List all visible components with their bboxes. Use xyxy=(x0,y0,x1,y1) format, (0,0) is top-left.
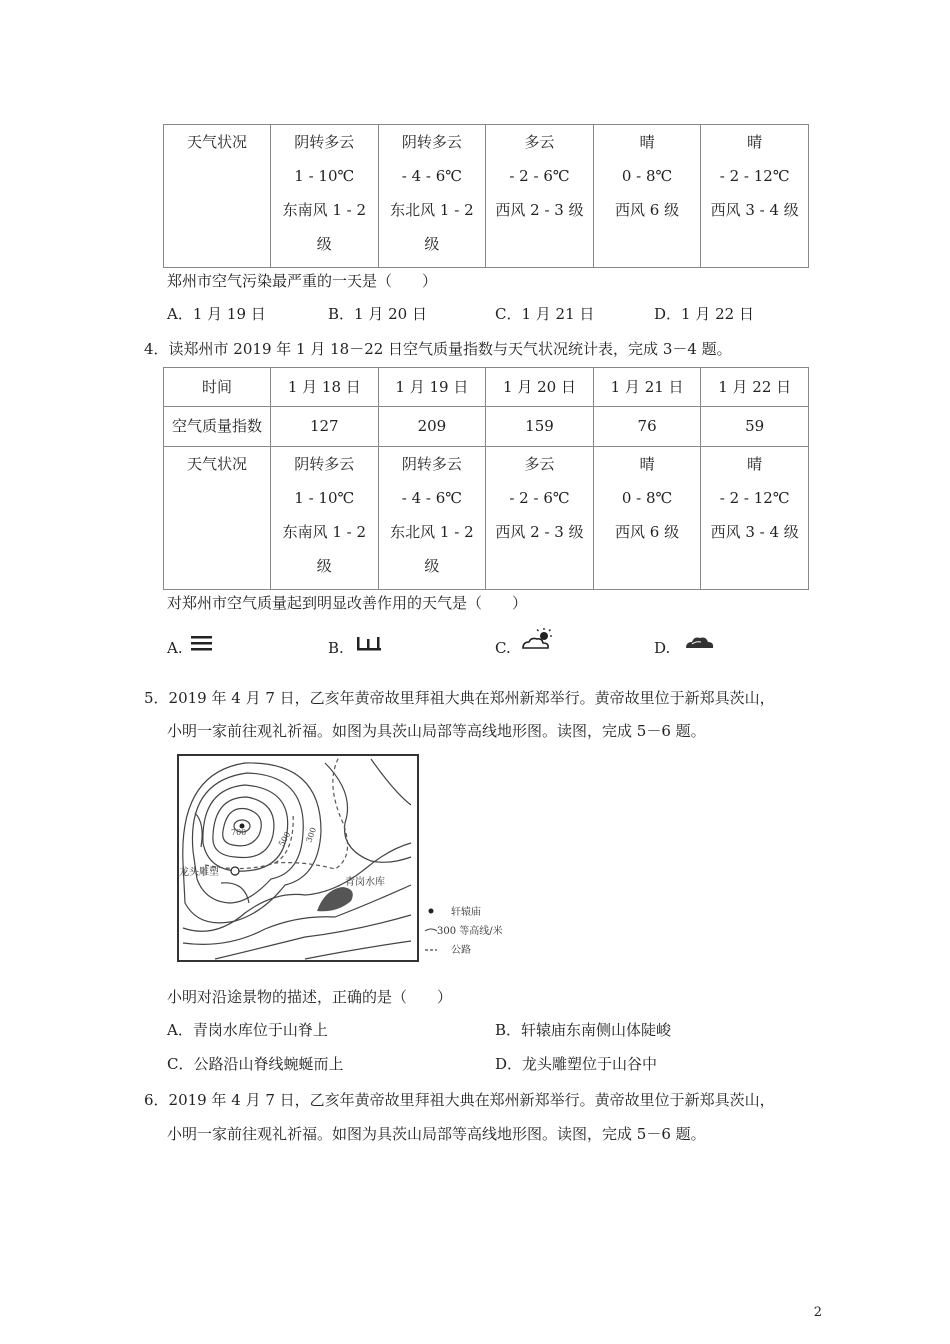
q4-intro: 4．读郑州市 2019 年 1 月 18－22 日空气质量指数与天气状况统计表，完成 3－4 题。 xyxy=(144,340,732,358)
weather-line: - 2 - 12℃ xyxy=(719,489,790,507)
weather-line: 级 xyxy=(316,557,332,575)
weather-line: - 2 - 12℃ xyxy=(719,167,790,185)
weather-line: 西风 2 - 3 级 xyxy=(495,201,584,219)
weather-line: 0 - 8℃ xyxy=(621,489,673,507)
weather-line: 1 - 10℃ xyxy=(294,167,355,185)
weather-line: - 2 - 6℃ xyxy=(509,489,570,507)
partly-cloudy-icon xyxy=(520,628,556,652)
weather-line: 阴转多云 xyxy=(294,455,355,473)
weather-day5 xyxy=(701,125,808,227)
weather-cell xyxy=(271,125,379,268)
q4-option-b xyxy=(328,638,344,658)
q5-option-c: C．公路沿山脊线蜿蜒而上 xyxy=(167,1055,344,1073)
weather-line: 级 xyxy=(424,557,440,575)
q5-option-a: A．青岗水库位于山脊上 xyxy=(167,1021,328,1039)
weather-label: 天气状况 xyxy=(164,447,271,590)
q3-option-d: D．1 月 22 日 xyxy=(654,305,754,323)
sculpture-label: 龙头雕塑 xyxy=(179,867,219,878)
weather-day2 xyxy=(379,125,486,261)
page-number: 2 xyxy=(813,1305,822,1320)
q4-option-a xyxy=(167,638,183,658)
weather-line: 晴 xyxy=(747,455,763,473)
weather2-day1 xyxy=(271,447,378,583)
q4-stem: 对郑州市空气质量起到明显改善作用的天气是（ ） xyxy=(167,594,528,612)
weather-cell xyxy=(701,447,809,590)
weather-line: 多云 xyxy=(524,133,555,151)
weather-line: 多云 xyxy=(524,455,555,473)
legend-temple: 轩辕庙 xyxy=(451,907,481,918)
weather-line: 级 xyxy=(316,235,332,253)
weather2-day2 xyxy=(379,447,486,583)
weather-day3 xyxy=(486,125,593,227)
weather-line: 晴 xyxy=(639,133,655,151)
weather-line: 东北风 1 - 2 xyxy=(390,201,474,219)
weather-line: 0 - 8℃ xyxy=(621,167,673,185)
fog-icon xyxy=(190,634,214,652)
header-cell: 1 月 22 日 xyxy=(701,368,809,407)
aqi-cell: 127 xyxy=(271,407,379,447)
option-letter: B. xyxy=(328,639,344,657)
weather-table-continued xyxy=(163,124,809,268)
weather-line: 阴转多云 xyxy=(401,455,462,473)
q6-line2: 小明一家前往观礼祈福。如图为具茨山局部等高线地形图。读图，完成 5－6 题。 xyxy=(167,1125,706,1143)
aqi-cell: 76 xyxy=(593,407,701,447)
q5-option-d: D．龙头雕塑位于山谷中 xyxy=(495,1055,658,1073)
temple-legend-icon xyxy=(429,909,434,914)
weather-cell xyxy=(593,447,701,590)
aqi-cell: 59 xyxy=(701,407,809,447)
weather-line: - 4 - 6℃ xyxy=(401,489,463,507)
weather-line: 阴转多云 xyxy=(294,133,355,151)
weather-line: 级 xyxy=(424,235,440,253)
aqi-cell: 159 xyxy=(486,407,594,447)
weather-cell xyxy=(378,125,486,268)
header-cell: 1 月 19 日 xyxy=(378,368,486,407)
weather-line: 西风 2 - 3 级 xyxy=(495,523,584,541)
map-label-700: 700 xyxy=(231,828,247,837)
header-cell: 1 月 21 日 xyxy=(593,368,701,407)
aqi-cell: 209 xyxy=(378,407,486,447)
header-cell: 1 月 20 日 xyxy=(486,368,594,407)
dust-icon xyxy=(356,634,382,652)
weather-line: 东南风 1 - 2 xyxy=(282,523,367,541)
q3-option-b: B．1 月 20 日 xyxy=(328,305,427,323)
weather-line: 阴转多云 xyxy=(401,133,462,151)
weather-line: 东南风 1 - 2 xyxy=(282,201,367,219)
weather-day4 xyxy=(594,125,701,227)
q5-stem: 小明对沿途景物的描述，正确的是（ ） xyxy=(167,988,453,1006)
weather2-day4 xyxy=(594,447,701,549)
weather-line: 西风 6 级 xyxy=(615,201,680,219)
q3-stem: 郑州市空气污染最严重的一天是（ ） xyxy=(167,272,438,290)
map-label-300: 300 xyxy=(304,826,319,844)
weather-line: 晴 xyxy=(747,133,763,151)
weather-cell xyxy=(271,447,379,590)
q6-line1: 6．2019 年 4 月 7 日，乙亥年黄帝故里拜祖大典在郑州新郑举行。黄帝故里位于新郑具茨山， xyxy=(144,1091,775,1109)
option-letter: C. xyxy=(495,639,511,657)
weather-line: 1 - 10℃ xyxy=(294,489,355,507)
weather-line: - 4 - 6℃ xyxy=(401,167,463,185)
q4-option-d xyxy=(654,638,670,658)
q5-line2: 小明一家前往观礼祈福。如图为具茨山局部等高线地形图。读图，完成 5－6 题。 xyxy=(167,722,706,740)
weather-cell xyxy=(701,125,809,268)
weather2-day5 xyxy=(701,447,808,549)
contour-map xyxy=(175,753,503,965)
reservoir-label: 青岗水库 xyxy=(345,877,385,888)
option-letter: D. xyxy=(654,639,671,657)
header-cell: 1 月 18 日 xyxy=(271,368,379,407)
q4-option-c xyxy=(495,638,511,658)
option-letter: A. xyxy=(167,639,183,657)
header-cell: 时间 xyxy=(164,368,271,407)
aqi-weather-table xyxy=(163,367,809,590)
q5-option-b: B．轩辕庙东南侧山体陡峻 xyxy=(495,1021,672,1039)
legend-contour: 300 等高线/米 xyxy=(437,926,503,937)
weather-day1 xyxy=(271,125,378,261)
weather-cell xyxy=(486,447,594,590)
q3-option-a: A．1 月 19 日 xyxy=(167,305,266,323)
weather-line: 东北风 1 - 2 xyxy=(390,523,474,541)
weather-line: 晴 xyxy=(639,455,655,473)
weather-line: 西风 3 - 4 级 xyxy=(710,201,799,219)
weather-label: 天气状况 xyxy=(164,125,271,268)
map-label-500: 500 xyxy=(276,830,293,848)
weather2-day3 xyxy=(486,447,593,549)
cloudy-icon xyxy=(684,632,716,652)
weather-cell xyxy=(378,447,486,590)
aqi-label: 空气质量指数 xyxy=(164,407,271,447)
weather-line: 西风 6 级 xyxy=(615,523,680,541)
q5-line1: 5．2019 年 4 月 7 日，乙亥年黄帝故里拜祖大典在郑州新郑举行。黄帝故里位于新郑具茨山， xyxy=(144,689,775,707)
weather-line: - 2 - 6℃ xyxy=(509,167,570,185)
legend-road: 公路 xyxy=(451,945,471,956)
q3-option-c: C．1 月 21 日 xyxy=(495,305,595,323)
weather-line: 西风 3 - 4 级 xyxy=(710,523,799,541)
weather-cell xyxy=(486,125,594,268)
weather-cell xyxy=(593,125,701,268)
